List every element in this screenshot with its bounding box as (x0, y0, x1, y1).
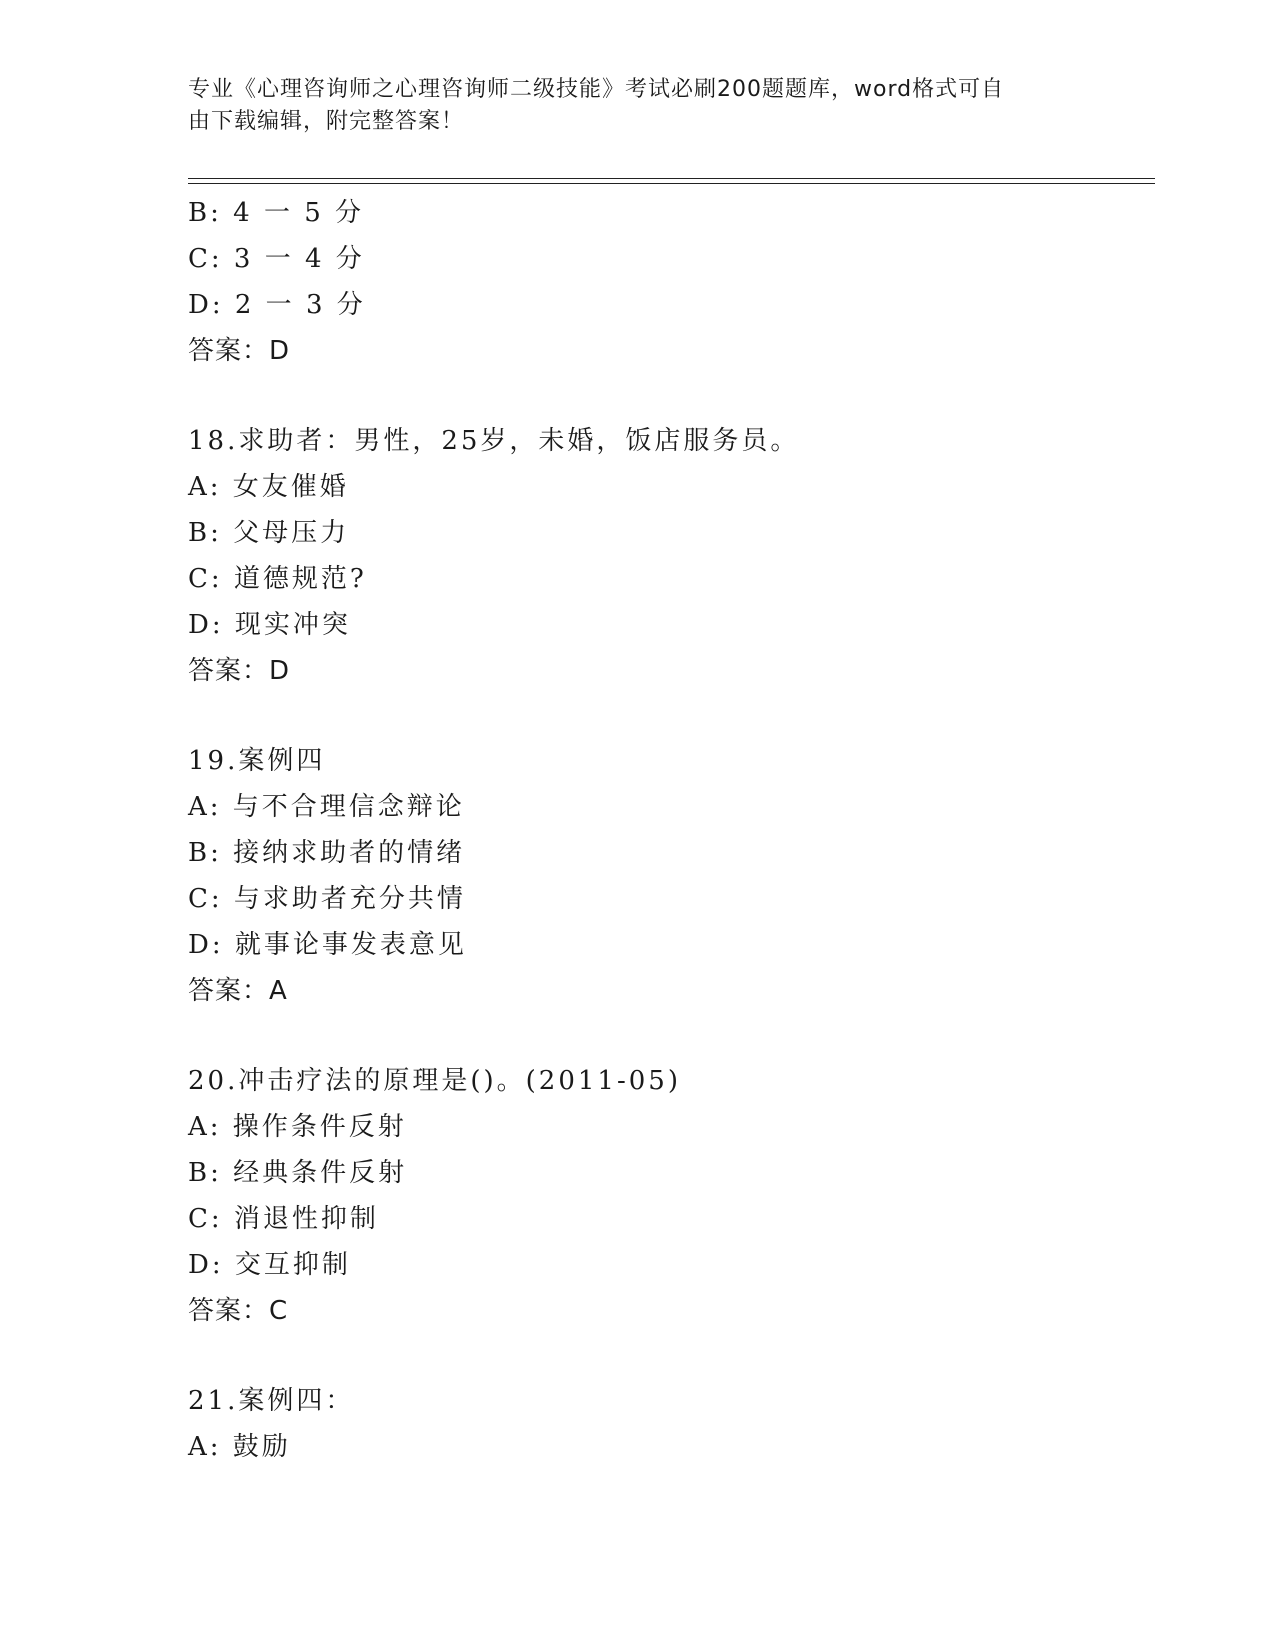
answer-line: 答案：D (188, 336, 291, 366)
answer-line: 答案：C (188, 1296, 289, 1326)
answer-line: 答案：A (188, 976, 288, 1006)
question-21 (188, 1378, 1155, 1470)
question-20 (188, 1058, 1155, 1334)
option-a: A: 鼓励 (188, 1432, 291, 1462)
header-divider-bottom (188, 183, 1155, 184)
option-c: C: 与求助者充分共情 (188, 884, 466, 914)
option-d: D: 现实冲突 (188, 610, 351, 640)
question-17-continued (188, 190, 1155, 374)
option-a: A: 女友催婚 (188, 472, 349, 502)
question-19 (188, 738, 1155, 1014)
option-a: A: 与不合理信念辩论 (188, 792, 465, 822)
header-divider-top (188, 178, 1155, 179)
option-b: B: 4 一 5 分 (188, 198, 365, 228)
header-line-2: 由下载编辑，附完整答案！ (188, 109, 465, 134)
question-stem: 19.案例四 (188, 746, 326, 776)
option-d: D: 交互抑制 (188, 1250, 351, 1280)
option-b: B: 接纳求助者的情绪 (188, 838, 466, 868)
answer-line: 答案：D (188, 656, 291, 686)
header-line-1: 专业《心理咨询师之心理咨询师二级技能》考试必刷200题题库，word格式可自 (188, 77, 1005, 102)
option-d: D: 2 一 3 分 (188, 290, 366, 320)
question-18 (188, 418, 1155, 694)
option-d: D: 就事论事发表意见 (188, 930, 467, 960)
option-b: B: 父母压力 (188, 518, 350, 548)
question-stem: 21.案例四： (188, 1386, 355, 1416)
document-header (188, 74, 1068, 138)
option-c: C: 消退性抑制 (188, 1204, 379, 1234)
option-c: C: 3 一 4 分 (188, 244, 365, 274)
question-list (188, 190, 1155, 1470)
question-stem: 18.求助者：男性，25岁，未婚，饭店服务员。 (188, 426, 800, 456)
question-stem: 20.冲击疗法的原理是()。(2011-05) (188, 1066, 681, 1096)
option-c: C: 道德规范? (188, 564, 367, 594)
option-a: A: 操作条件反射 (188, 1112, 407, 1142)
option-b: B: 经典条件反射 (188, 1158, 408, 1188)
